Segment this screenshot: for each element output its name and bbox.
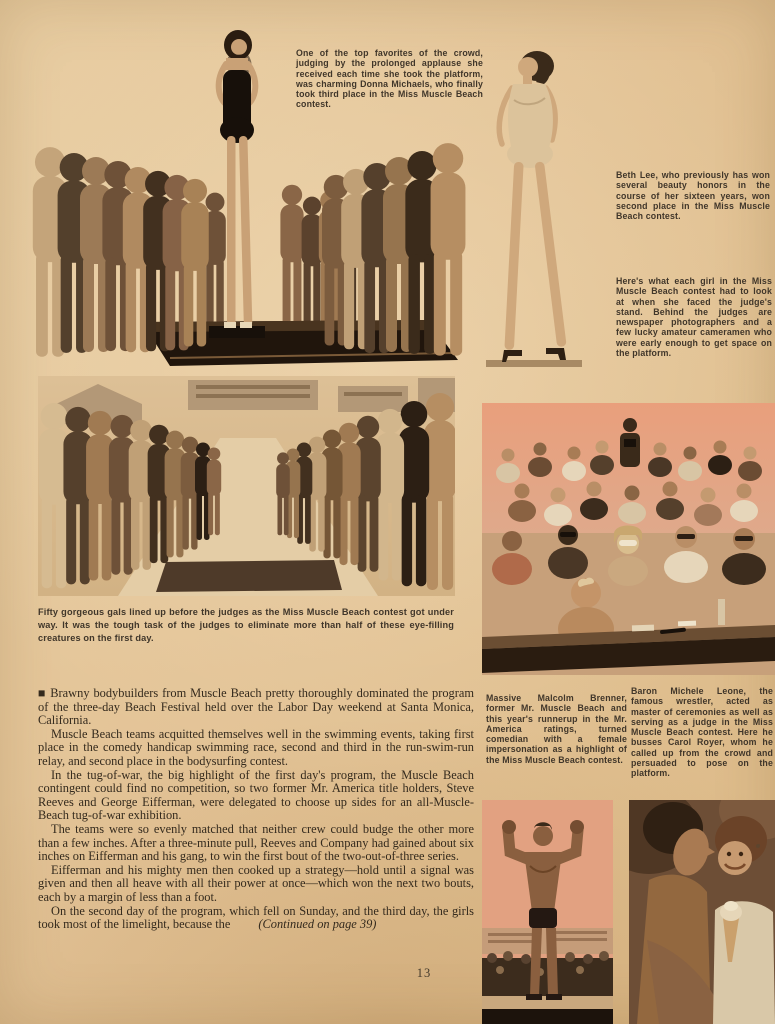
caption-judges-stand: Here's what each girl in the Miss Muscle Beach contest had to look at when she faced the judge's stand. Behind the judges are newspaper photographers and a few lucky amateur cameramen who were early enough to get space on the platform. (616, 276, 772, 359)
right-contestants (322, 143, 465, 356)
photo-malcolm-brenner (482, 800, 613, 1024)
caption-beth-lee: Beth Lee, who previously has won several beauty honors in the course of her sixteen years, won second place in the Miss Muscle Beach contest. (616, 170, 770, 222)
photo-contest-lineup (38, 376, 455, 596)
left-contestants (33, 147, 209, 357)
page-number: 13 (416, 966, 432, 980)
article-paragraph: Muscle Beach teams acquitted themselves well in the swimming events, taking first place in the comedy handicap swimming race, second and third in the run-swim-run relay, and second place in the bodysurfing contest. (38, 726, 474, 768)
beth-lee-figure (486, 51, 582, 367)
photo-leone-kiss (629, 800, 775, 1024)
article-paragraph: The teams were so evenly matched that neither crew could budge the other more than a few inches. After a three-minute pull, Reeves and Company had gained about six inches on Eifferman and his gang, to win the first bout of the two-out-of-three series. (38, 821, 474, 864)
continued-on-page-note: (Continued on page 39) (258, 917, 377, 932)
caption-donna-michaels: One of the top favorites of the crowd, judging by the prolonged applause she received each time she took the platform, was charming Donna Michaels, who finally took third place in the Miss Muscle Beach contest. (296, 48, 483, 110)
dark-mat (156, 560, 342, 592)
caption-malcolm-brenner: Massive Malcolm Brenner, former Mr. Muscle Beach and this year's runnerup in the Mr. America ratings, turned comedian with a female impersonation as a highlight of the Miss Muscle Beach contest. (486, 693, 627, 765)
article-body (38, 687, 474, 932)
article-paragraph: ■ Brawny bodybuilders from Muscle Beach pretty thoroughly dominated the program of the three-day Beach Festival held over the Labor Day weekend at Santa Monica, California. (38, 686, 474, 728)
carol-royer-figure (713, 816, 775, 1024)
article-paragraph-last (38, 905, 474, 932)
caption-lineup: Fifty gorgeous gals lined up before the judges as the Miss Muscle Beach contest got under way. It was the tough task of the judges to eliminate more than half of these eye-filling creatures on the first day. (38, 607, 454, 643)
photo-bottom-strip (482, 1009, 613, 1024)
article-last-text: On the second day of the program, which fell on Sunday, and the third day, the girls took most of the limelight, because the (38, 903, 474, 932)
caption-baron-leone: Baron Michele Leone, the famous wrestler, acted as master of ceremonies as well as serving as a judge in the Miss Muscle Beach contest. Here he busses Carol Royer, whom he called up from the crowd and persuaded to pose on the platform. (631, 686, 773, 779)
article-paragraph: In the tug-of-war, the big highlight of the first day's program, the Muscle Beach contingent could find no competition, so two former Mr. America title holders, Steve Reeves and George Eifferman, were delegated to choose up sides for an all-Muscle-Beach tug-of-war exhibition. (38, 767, 474, 823)
photo-judges-stand (482, 403, 775, 675)
article-paragraph: Eifferman and his mighty men then cooked up a strategy—hold until a signal was given and then all heave with all their power at once—which won the next two bouts, each by a margin of less than a foot. (38, 862, 474, 904)
